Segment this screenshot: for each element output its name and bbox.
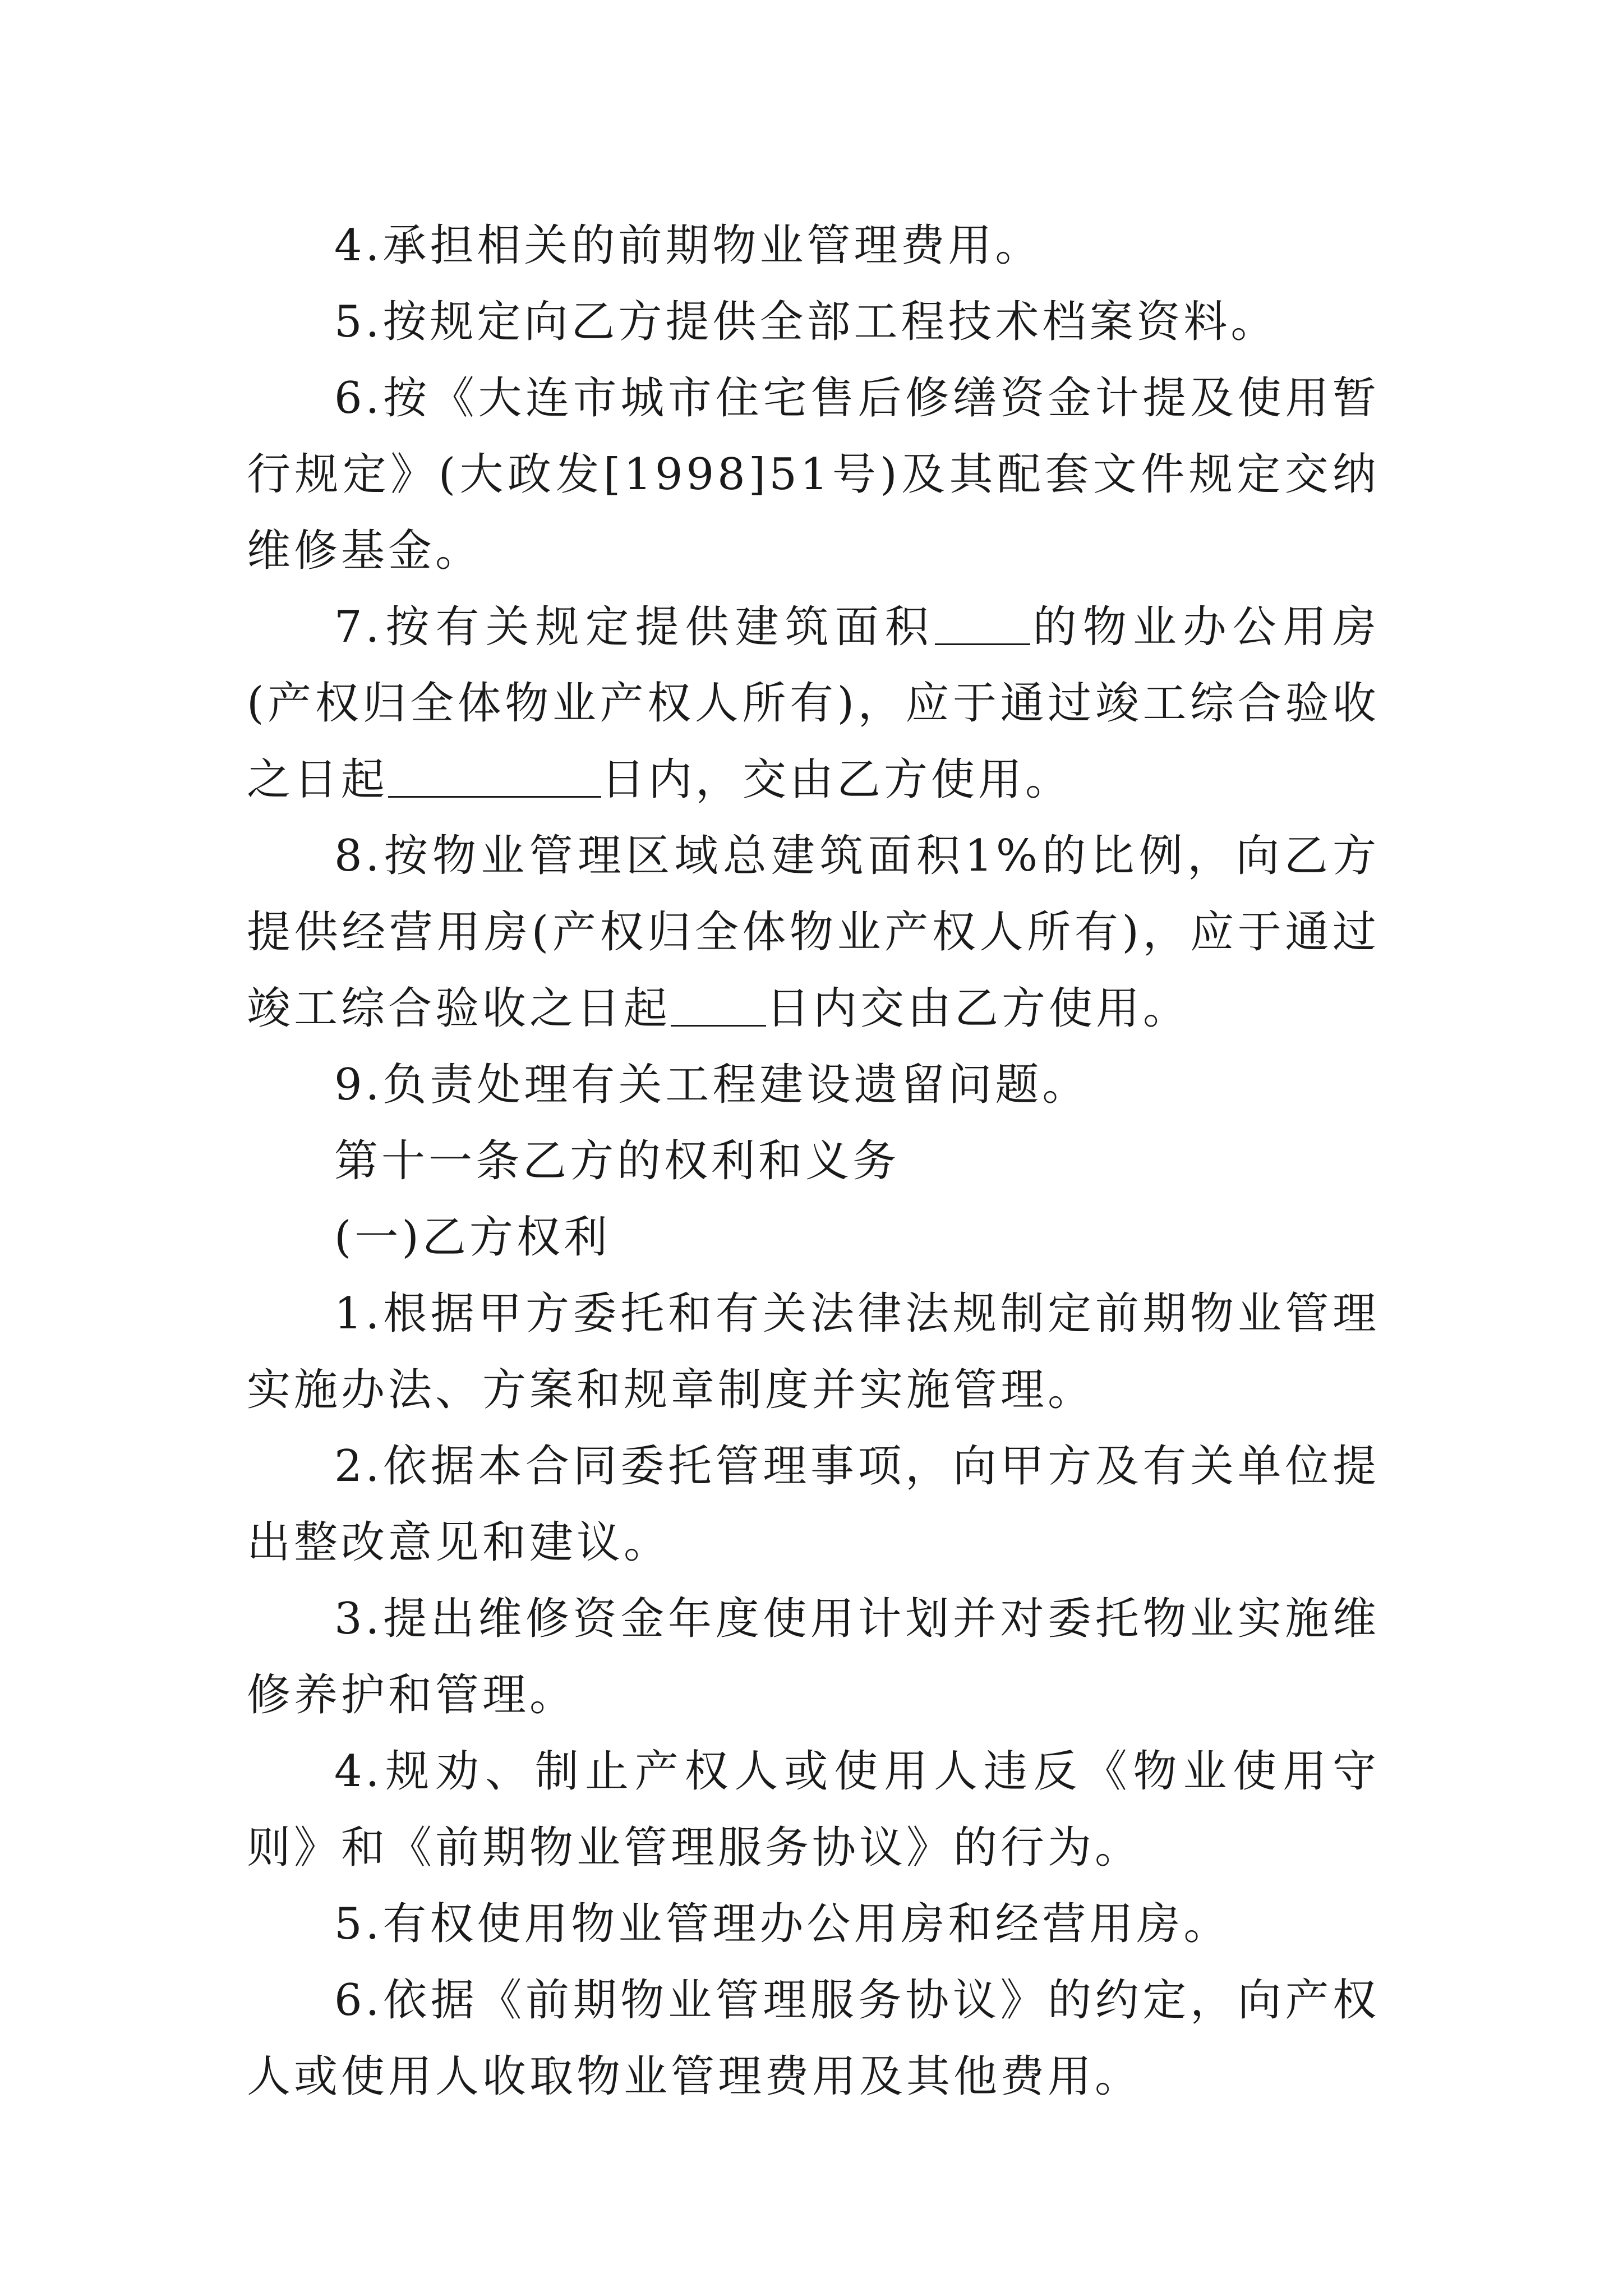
clause-7-part-3: 日内，交由乙方使用。 <box>601 754 1073 805</box>
right-2: 2.依据本合同委托管理事项，向甲方及有关单位提出整改意见和建议。 <box>247 1441 1380 1568</box>
clause-8-part-1: 8.按物业管理区域总建筑面积1%的比例，向乙方提供经营用房(产权归全体物业产权人所有)，应于通过竣工综合验收之日起 <box>247 831 1380 1034</box>
document-body <box>247 208 1380 2115</box>
clause-9: 9.负责处理有关工程建设遗留问题。 <box>334 1060 1090 1110</box>
clause-6: 6.按《大连市城市住宅售后修缮资金计提及使用暂行规定》(大政发[1998]51号)及其配套文件规定交纳维修基金。 <box>247 373 1380 576</box>
clause-7 <box>247 589 1380 818</box>
clause-7-part-2: 的物业办公用房(产权归全体物业产权人所有)，应于通过竣工综合验收之日起 <box>247 602 1380 805</box>
clause-8-part-2: 日内交由乙方使用。 <box>766 983 1191 1034</box>
right-4: 4.规劝、制止产权人或使用人违反《物业使用守则》和《前期物业管理服务协议》的行为。 <box>247 1746 1380 1873</box>
right-1: 1.根据甲方委托和有关法律法规制定前期物业管理实施办法、方案和规章制度并实施管理。 <box>247 1289 1380 1415</box>
clause-7-part-1: 7.按有关规定提供建筑面积 <box>334 602 935 652</box>
right-5: 5.有权使用物业管理办公用房和经营用房。 <box>334 1899 1231 1949</box>
blank-business-days <box>671 990 766 1027</box>
blank-office-days <box>388 761 601 798</box>
right-6: 6.依据《前期物业管理服务协议》的约定，向产权人或使用人收取物业管理费用及其他费用。 <box>247 1975 1380 2102</box>
clause-5: 5.按规定向乙方提供全部工程技术档案资料。 <box>334 297 1278 347</box>
article-11-heading: 第十一条乙方的权利和义务 <box>334 1136 900 1186</box>
right-3: 3.提出维修资金年度使用计划并对委托物业实施维修养护和管理。 <box>247 1594 1380 1720</box>
section-rights-heading: (一)乙方权利 <box>334 1212 611 1263</box>
blank-office-area <box>935 609 1030 645</box>
clause-4: 4.承担相关的前期物业管理费用。 <box>334 220 1043 271</box>
clause-8 <box>247 818 1380 1047</box>
